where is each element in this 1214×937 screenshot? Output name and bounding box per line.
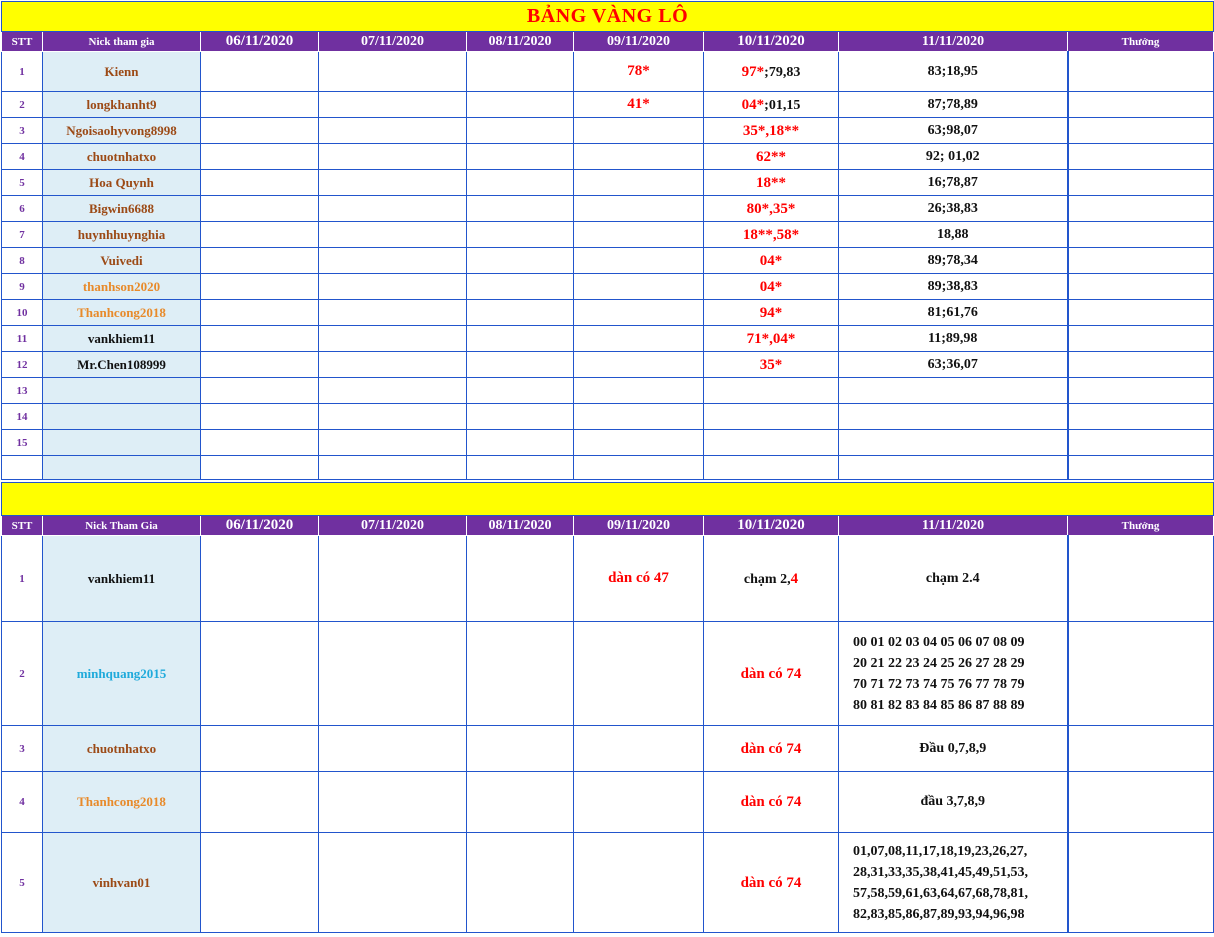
table-row <box>2 378 1214 404</box>
table-row <box>2 536 1214 622</box>
row-nick: Ngoisaohyvong8998 <box>43 118 201 144</box>
empty-cell <box>201 118 319 144</box>
empty-cell <box>319 300 467 326</box>
row-stt: 1 <box>2 52 43 92</box>
cell-1011 <box>704 52 839 92</box>
empty-cell <box>467 404 574 430</box>
header-date: 07/11/2020 <box>319 32 467 52</box>
cell-0911 <box>574 274 704 300</box>
table-row <box>2 170 1214 196</box>
row-stt: 9 <box>2 274 43 300</box>
reward-cell <box>1068 536 1214 622</box>
red-pick: 04* <box>741 96 765 113</box>
cell-1111: 16;78,87 <box>839 170 1068 196</box>
cell-1111 <box>839 622 1068 726</box>
reward-cell <box>1068 833 1214 933</box>
empty-cell <box>319 352 467 378</box>
row-stt: 2 <box>2 622 43 726</box>
empty-cell <box>467 772 574 833</box>
table-row <box>2 92 1214 118</box>
table-row <box>2 144 1214 170</box>
empty-cell <box>201 456 319 480</box>
row-stt: 8 <box>2 248 43 274</box>
row-nick: Thanhcong2018 <box>43 772 201 833</box>
empty-cell <box>201 300 319 326</box>
row-stt: 4 <box>2 144 43 170</box>
table-row <box>2 622 1214 726</box>
reward-cell <box>1068 92 1214 118</box>
cell-1011 <box>704 430 839 456</box>
row-stt: 12 <box>2 352 43 378</box>
cell-1011 <box>704 352 839 378</box>
cell-0911: 78* <box>574 52 704 92</box>
reward-cell <box>1068 118 1214 144</box>
reward-cell <box>1068 144 1214 170</box>
cell-1111: 63;36,07 <box>839 352 1068 378</box>
row-nick <box>43 430 201 456</box>
cell-0911 <box>574 118 704 144</box>
red-pick: 04* <box>759 278 783 295</box>
table-row <box>2 300 1214 326</box>
header-date: 10/11/2020 <box>704 32 839 52</box>
cell-0911 <box>574 833 704 933</box>
empty-cell <box>201 430 319 456</box>
empty-cell <box>201 772 319 833</box>
row-nick <box>43 456 201 480</box>
cell-1111: 87;78,89 <box>839 92 1068 118</box>
pick-text: đầu 3,7,8,9 <box>920 794 986 809</box>
cell-0911 <box>574 726 704 772</box>
row-nick: Thanhcong2018 <box>43 300 201 326</box>
empty-cell <box>201 248 319 274</box>
empty-cell <box>201 352 319 378</box>
number-line: 57,58,59,61,63,64,67,68,78,81, <box>853 885 1028 901</box>
row-stt: 14 <box>2 404 43 430</box>
empty-cell <box>467 144 574 170</box>
cell-1111: 81;61,76 <box>839 300 1068 326</box>
empty-cell <box>319 772 467 833</box>
row-nick: Bigwin6688 <box>43 196 201 222</box>
red-pick: 97* <box>741 63 765 80</box>
cell-0911 <box>574 222 704 248</box>
table-row <box>2 248 1214 274</box>
cell-0911 <box>574 170 704 196</box>
reward-cell <box>1068 430 1214 456</box>
black-pick: ;01,15 <box>764 97 801 113</box>
cell-0911 <box>574 772 704 833</box>
cell-1011 <box>704 92 839 118</box>
empty-cell <box>201 222 319 248</box>
cell-1111: 89;78,34 <box>839 248 1068 274</box>
red-pick: dàn có 74 <box>740 665 802 682</box>
header-date: 08/11/2020 <box>467 516 574 536</box>
row-nick: Mr.Chen108999 <box>43 352 201 378</box>
cell-1111 <box>839 456 1068 480</box>
number-line: 01,07,08,11,17,18,19,23,26,27, <box>853 843 1028 859</box>
empty-cell <box>201 726 319 772</box>
cell-0911 <box>574 352 704 378</box>
header-nick: Nick tham gia <box>43 32 201 52</box>
reward-cell <box>1068 404 1214 430</box>
cell-1011 <box>704 404 839 430</box>
table-row <box>2 833 1214 933</box>
cell-1011 <box>704 536 839 622</box>
row-nick: Hoa Quynh <box>43 170 201 196</box>
cell-1111: 11;89,98 <box>839 326 1068 352</box>
cell-1011 <box>704 274 839 300</box>
cell-0911 <box>574 300 704 326</box>
table-row <box>2 274 1214 300</box>
number-line: 20 21 22 23 24 25 26 27 28 29 <box>853 655 1025 671</box>
cell-1011 <box>704 222 839 248</box>
table-row <box>2 118 1214 144</box>
cell-1011 <box>704 118 839 144</box>
row-nick: Vuivedi <box>43 248 201 274</box>
empty-cell <box>467 248 574 274</box>
cell-0911 <box>574 430 704 456</box>
empty-cell <box>467 536 574 622</box>
header-row <box>2 516 1214 536</box>
empty-cell <box>319 536 467 622</box>
empty-cell <box>467 622 574 726</box>
dan-de-table <box>1 482 1214 933</box>
number-line: 28,31,33,35,38,41,45,49,51,53, <box>853 864 1028 880</box>
empty-cell <box>201 378 319 404</box>
row-nick: vankhiem11 <box>43 326 201 352</box>
table-title: BẢNG VÀNG LÔ <box>2 2 1214 32</box>
cell-0911 <box>574 622 704 726</box>
reward-cell <box>1068 772 1214 833</box>
red-pick: 4 <box>790 570 799 587</box>
table-row <box>2 430 1214 456</box>
red-pick: 94* <box>759 304 783 321</box>
red-pick: 04* <box>759 252 783 269</box>
cell-1111: 89;38,83 <box>839 274 1068 300</box>
cell-1011 <box>704 170 839 196</box>
cell-1111 <box>839 726 1068 772</box>
empty-cell <box>319 404 467 430</box>
cell-1111 <box>839 833 1068 933</box>
empty-cell <box>319 430 467 456</box>
empty-cell <box>467 430 574 456</box>
cell-1011 <box>704 196 839 222</box>
empty-cell <box>201 274 319 300</box>
row-stt: 3 <box>2 118 43 144</box>
empty-cell <box>319 144 467 170</box>
header-date: 08/11/2020 <box>467 32 574 52</box>
header-reward: Thưởng <box>1068 32 1214 52</box>
cell-1011 <box>704 378 839 404</box>
header-date: 06/11/2020 <box>201 32 319 52</box>
reward-cell <box>1068 222 1214 248</box>
cell-1111 <box>839 536 1068 622</box>
empty-cell <box>201 196 319 222</box>
cell-1011 <box>704 248 839 274</box>
black-pick: ;79,83 <box>764 64 801 80</box>
red-pick: 71*,04* <box>746 330 796 347</box>
table-row <box>2 352 1214 378</box>
header-row <box>2 32 1214 52</box>
empty-cell <box>201 833 319 933</box>
reward-cell <box>1068 726 1214 772</box>
cell-1111 <box>839 404 1068 430</box>
empty-cell <box>467 274 574 300</box>
row-stt: 3 <box>2 726 43 772</box>
empty-cell <box>467 456 574 480</box>
empty-cell <box>319 833 467 933</box>
row-nick: Kienn <box>43 52 201 92</box>
table-row <box>2 326 1214 352</box>
empty-cell <box>467 118 574 144</box>
empty-cell <box>319 92 467 118</box>
cell-1011 <box>704 622 839 726</box>
cell-1111: 83;18,95 <box>839 52 1068 92</box>
cell-0911 <box>574 404 704 430</box>
row-nick: huynhhuynghia <box>43 222 201 248</box>
empty-cell <box>467 378 574 404</box>
row-nick: thanhson2020 <box>43 274 201 300</box>
row-nick: vankhiem11 <box>43 536 201 622</box>
reward-cell <box>1068 622 1214 726</box>
row-stt: 11 <box>2 326 43 352</box>
empty-cell <box>467 833 574 933</box>
empty-cell <box>467 300 574 326</box>
cell-0911 <box>574 248 704 274</box>
row-stt: 6 <box>2 196 43 222</box>
row-stt: 10 <box>2 300 43 326</box>
row-stt: 2 <box>2 92 43 118</box>
empty-cell <box>467 352 574 378</box>
header-date: 09/11/2020 <box>574 516 704 536</box>
table-row <box>2 404 1214 430</box>
cell-1111 <box>839 772 1068 833</box>
number-list <box>839 632 1067 716</box>
row-nick: vinhvan01 <box>43 833 201 933</box>
empty-cell <box>319 248 467 274</box>
row-nick <box>43 404 201 430</box>
empty-cell <box>201 326 319 352</box>
cell-1011 <box>704 833 839 933</box>
header-date: 10/11/2020 <box>704 516 839 536</box>
empty-cell <box>201 144 319 170</box>
empty-cell <box>467 726 574 772</box>
empty-cell <box>467 52 574 92</box>
row-stt: 5 <box>2 833 43 933</box>
header-date: 11/11/2020 <box>839 32 1068 52</box>
table-row <box>2 726 1214 772</box>
red-pick: 35* <box>759 356 783 373</box>
number-line: 80 81 82 83 84 85 86 87 88 89 <box>853 697 1025 713</box>
reward-cell <box>1068 196 1214 222</box>
empty-cell <box>467 196 574 222</box>
empty-cell <box>319 326 467 352</box>
pick-text: Đầu 0,7,8,9 <box>919 740 987 756</box>
cell-1011 <box>704 144 839 170</box>
empty-cell <box>467 170 574 196</box>
table-row <box>2 52 1214 92</box>
red-pick: 62** <box>756 148 786 165</box>
empty-cell <box>467 222 574 248</box>
reward-cell <box>1068 300 1214 326</box>
empty-cell <box>201 92 319 118</box>
cell-0911 <box>574 378 704 404</box>
row-stt: 7 <box>2 222 43 248</box>
empty-cell <box>319 196 467 222</box>
cell-0911: 41* <box>574 92 704 118</box>
red-pick: 18** <box>756 174 786 191</box>
empty-cell <box>201 536 319 622</box>
reward-cell <box>1068 456 1214 480</box>
empty-cell <box>201 622 319 726</box>
row-nick: chuotnhatxo <box>43 144 201 170</box>
empty-cell <box>319 118 467 144</box>
header-date: 06/11/2020 <box>201 516 319 536</box>
red-pick: dàn có 74 <box>740 794 802 810</box>
red-pick: 80*,35* <box>746 200 796 217</box>
red-pick: dàn có 74 <box>740 874 802 891</box>
cell-0911 <box>574 456 704 480</box>
header-date: 09/11/2020 <box>574 32 704 52</box>
red-pick: 18**,58* <box>742 226 800 243</box>
empty-cell <box>201 52 319 92</box>
header-nick: Nick Tham Gia <box>43 516 201 536</box>
empty-cell <box>319 274 467 300</box>
empty-cell <box>319 378 467 404</box>
cell-1111: 26;38,83 <box>839 196 1068 222</box>
cell-1111 <box>839 378 1068 404</box>
black-pick: chạm 2, <box>743 571 791 587</box>
row-stt <box>2 456 43 480</box>
reward-cell <box>1068 378 1214 404</box>
pick-text: chạm 2.4 <box>925 570 980 586</box>
table-row <box>2 456 1214 480</box>
cell-1011 <box>704 772 839 833</box>
cell-1011 <box>704 726 839 772</box>
header-date: 11/11/2020 <box>839 516 1068 536</box>
reward-cell <box>1068 52 1214 92</box>
row-nick: chuotnhatxo <box>43 726 201 772</box>
number-list <box>839 841 1067 925</box>
header-date: 07/11/2020 <box>319 516 467 536</box>
header-stt: STT <box>2 516 43 536</box>
cell-1011 <box>704 300 839 326</box>
reward-cell <box>1068 274 1214 300</box>
cell-0911 <box>574 196 704 222</box>
row-stt: 13 <box>2 378 43 404</box>
empty-cell <box>201 170 319 196</box>
number-line: 82,83,85,86,87,89,93,94,96,98 <box>853 906 1025 922</box>
red-pick: dàn có 74 <box>740 740 802 757</box>
empty-cell <box>467 92 574 118</box>
cell-0911: dàn có 47 <box>574 536 704 622</box>
number-line: 70 71 72 73 74 75 76 77 78 79 <box>853 676 1025 692</box>
empty-cell <box>319 222 467 248</box>
empty-cell <box>319 170 467 196</box>
empty-cell <box>467 326 574 352</box>
header-stt: STT <box>2 32 43 52</box>
cell-0911 <box>574 326 704 352</box>
cell-1111: 18,88 <box>839 222 1068 248</box>
cell-1011 <box>704 456 839 480</box>
table-row <box>2 222 1214 248</box>
empty-cell <box>319 456 467 480</box>
row-nick: longkhanht9 <box>43 92 201 118</box>
empty-cell <box>319 726 467 772</box>
row-nick <box>43 378 201 404</box>
row-stt: 4 <box>2 772 43 833</box>
bang-vang-lo-table <box>1 1 1214 480</box>
row-stt: 15 <box>2 430 43 456</box>
row-nick: minhquang2015 <box>43 622 201 726</box>
cell-0911 <box>574 144 704 170</box>
reward-cell <box>1068 170 1214 196</box>
cell-1111 <box>839 430 1068 456</box>
row-stt: 1 <box>2 536 43 622</box>
empty-cell <box>201 404 319 430</box>
header-reward: Thưởng <box>1068 516 1214 536</box>
number-line: 00 01 02 03 04 05 06 07 08 09 <box>853 634 1025 650</box>
empty-cell <box>319 622 467 726</box>
cell-1111: 92; 01,02 <box>839 144 1068 170</box>
table-row <box>2 196 1214 222</box>
reward-cell <box>1068 248 1214 274</box>
red-pick: 35*,18** <box>742 122 800 139</box>
cell-1011 <box>704 326 839 352</box>
table-row <box>2 772 1214 833</box>
reward-cell <box>1068 326 1214 352</box>
yellow-separator-bar <box>2 483 1214 516</box>
cell-1111: 63;98,07 <box>839 118 1068 144</box>
empty-cell <box>319 52 467 92</box>
reward-cell <box>1068 352 1214 378</box>
row-stt: 5 <box>2 170 43 196</box>
